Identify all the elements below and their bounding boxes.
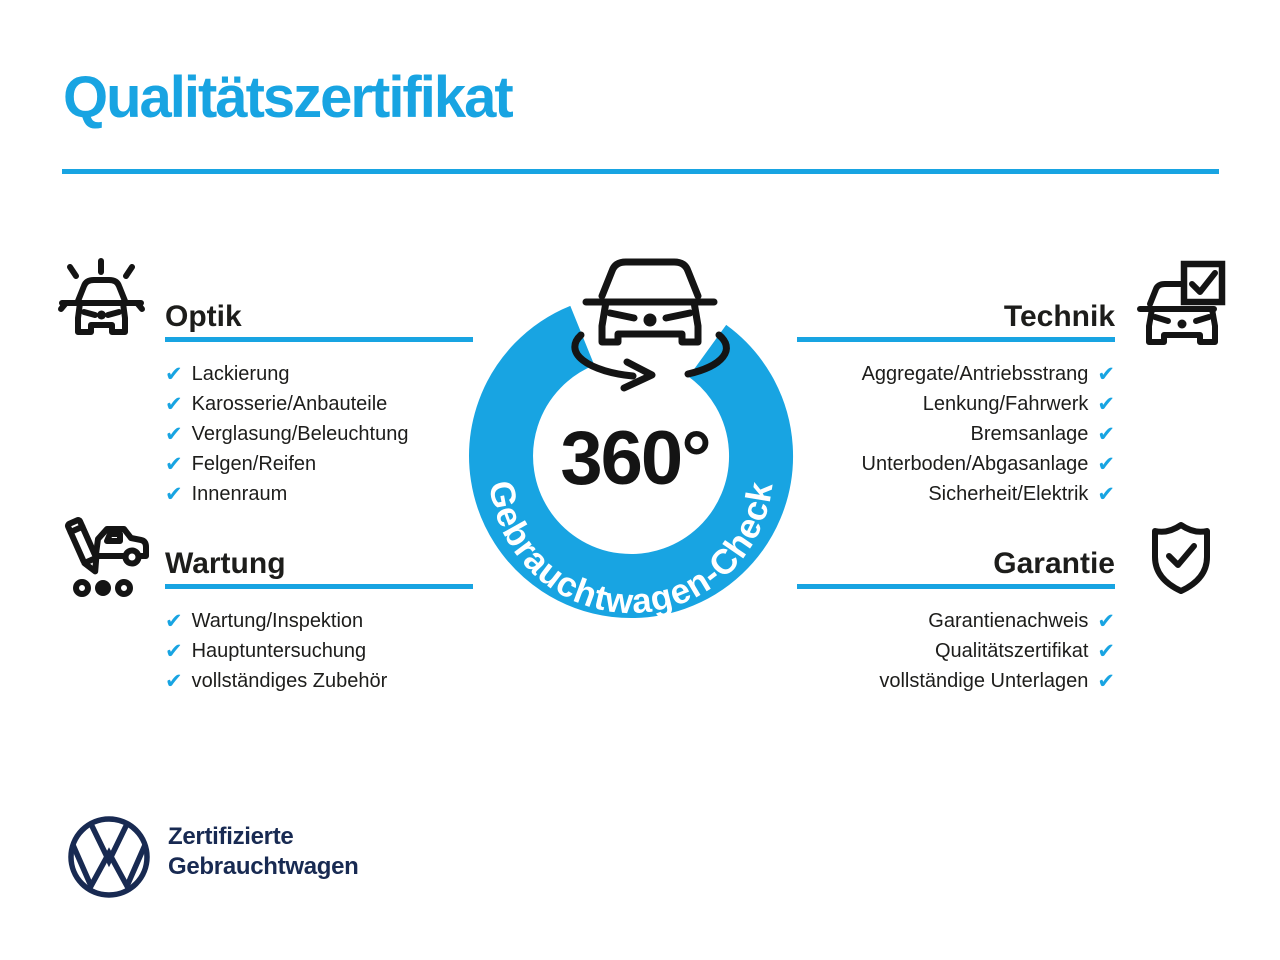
checklist-item [797, 419, 1115, 449]
checklist-wartung [165, 606, 387, 696]
page-title: Qualitätszertifikat [63, 65, 512, 130]
title-divider [62, 169, 1219, 174]
checklist-item [165, 606, 387, 636]
check-icon: ✔ [165, 362, 183, 386]
section-title-technik: Technik [1003, 300, 1115, 333]
checklist-item [165, 389, 408, 419]
checklist-item [165, 479, 408, 509]
checklist-item-label: Qualitätszertifikat [935, 639, 1089, 662]
checklist-optik [165, 359, 408, 509]
check-icon: ✔ [165, 422, 183, 446]
brand-claim [168, 822, 359, 882]
checklist-item-label: Bremsanlage [970, 422, 1089, 445]
check-icon: ✔ [165, 392, 183, 416]
check-icon: ✔ [165, 639, 183, 663]
checklist-item-label: vollständiges Zubehör [191, 669, 388, 692]
check-icon: ✔ [1097, 482, 1115, 506]
checklist-item [165, 419, 408, 449]
shield-check-icon [1150, 519, 1212, 597]
checklist-item-label: Karosserie/Anbauteile [191, 392, 388, 415]
checklist-item [797, 449, 1115, 479]
shining-car-icon [56, 254, 148, 349]
check-icon: ✔ [1097, 362, 1115, 386]
360-check-badge [428, 225, 834, 660]
checklist-item-label: Garantienachweis [928, 609, 1089, 632]
check-icon: ✔ [165, 609, 183, 633]
checklist-item-label: vollständige Unterlagen [879, 669, 1089, 692]
checklist-item-label: Wartung/Inspektion [191, 609, 364, 632]
checklist-item [165, 449, 408, 479]
badge-degrees: 360° [560, 416, 710, 501]
check-icon: ✔ [1097, 639, 1115, 663]
section-underline-garantie [797, 584, 1115, 589]
vw-logo [66, 814, 152, 900]
checklist-item [797, 666, 1115, 696]
check-icon: ✔ [165, 482, 183, 506]
checklist-item-label: Felgen/Reifen [191, 452, 317, 475]
check-icon: ✔ [1097, 452, 1115, 476]
checklist-item-label: Sicherheit/Elektrik [928, 482, 1089, 505]
car-emblem-dot [644, 314, 657, 327]
checklist-item [797, 606, 1115, 636]
check-icon: ✔ [1097, 392, 1115, 416]
checklist-item [797, 359, 1115, 389]
brand-claim-line2: Gebrauchtwagen [168, 853, 359, 880]
section-title-garantie: Garantie [993, 547, 1115, 580]
checklist-item-label: Hauptuntersuchung [191, 639, 367, 662]
section-underline-wartung [165, 584, 473, 589]
section-underline-technik [797, 337, 1115, 342]
car-checkbox-icon [1134, 258, 1226, 350]
checklist-item [797, 389, 1115, 419]
checklist-item [165, 359, 408, 389]
check-icon: ✔ [165, 669, 183, 693]
check-icon: ✔ [1097, 609, 1115, 633]
check-icon: ✔ [1097, 422, 1115, 446]
badge-ring-label: Gebrauchtwagen-Check [480, 477, 781, 622]
checklist-item-label: Verglasung/Beleuchtung [191, 422, 409, 445]
section-title-optik: Optik [165, 300, 242, 333]
checklist-item [797, 636, 1115, 666]
brand-claim-line1: Zertifizierte [168, 823, 294, 850]
service-pencil-car-icon [58, 514, 150, 600]
checklist-item-label: Aggregate/Antriebsstrang [861, 362, 1089, 385]
checklist-item [165, 636, 387, 666]
check-icon: ✔ [1097, 669, 1115, 693]
checklist-item [165, 666, 387, 696]
checklist-item-label: Lenkung/Fahrwerk [922, 392, 1089, 415]
checklist-item-label: Innenraum [191, 482, 288, 505]
checklist-item-label: Unterboden/Abgasanlage [861, 452, 1089, 475]
checklist-garantie [797, 606, 1115, 696]
checklist-item [797, 479, 1115, 509]
checklist-technik [797, 359, 1115, 509]
checklist-item-label: Lackierung [191, 362, 290, 385]
section-title-wartung: Wartung [165, 547, 286, 580]
check-icon: ✔ [165, 452, 183, 476]
section-underline-optik [165, 337, 473, 342]
